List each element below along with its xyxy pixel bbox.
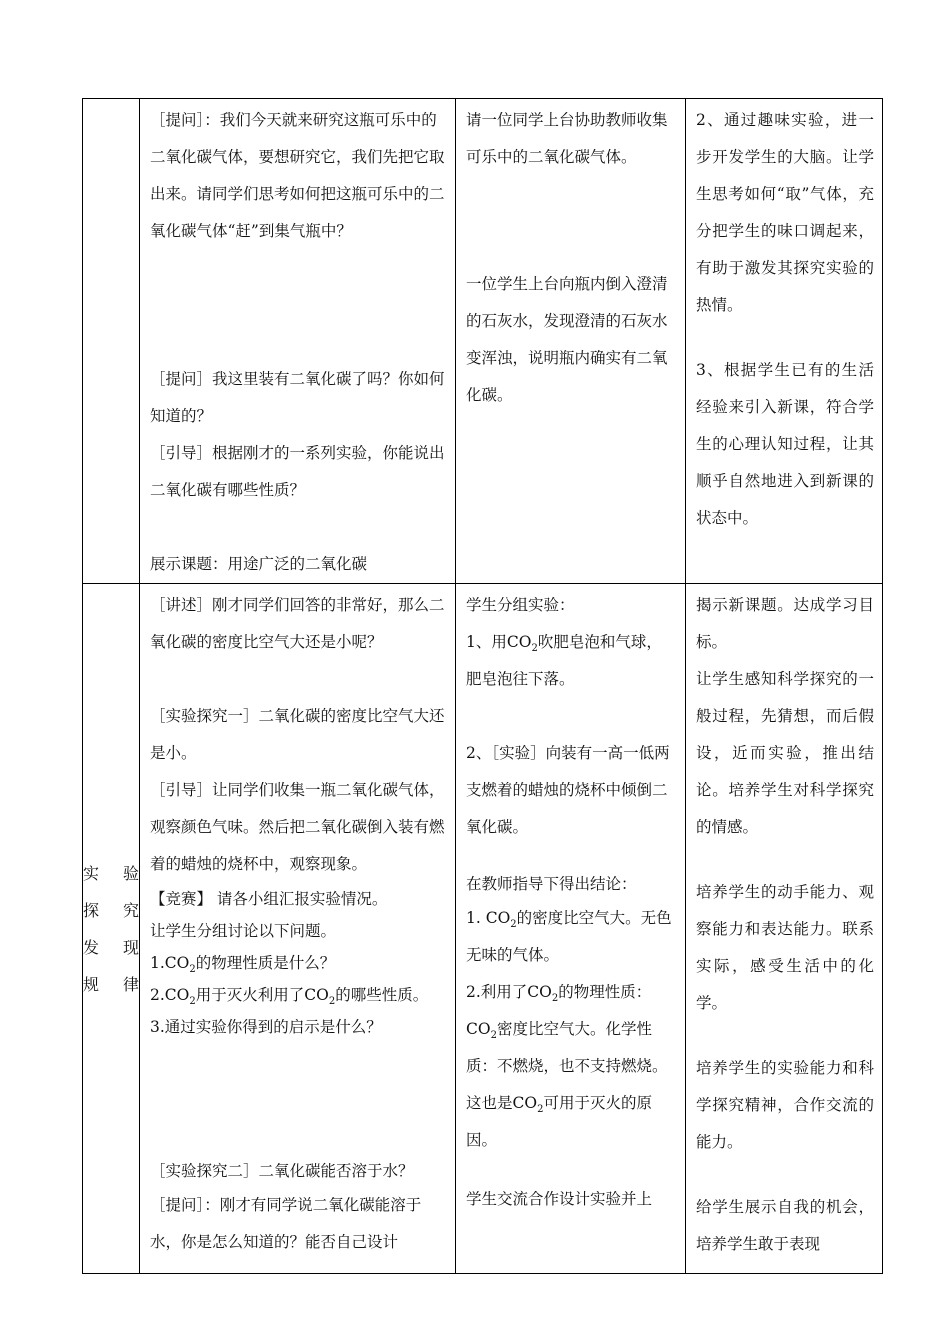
design-intent: 2、通过趣味实验，进一步开发学生的大脑。让学生思考如何“取”气体，充分把学生的味口调起来，有助于激发其探究实验的热情。 <box>696 111 874 314</box>
student-activity: 1、用$CO_2$吹肥皂泡和气球，肥皂泡往下落。 <box>466 633 662 688</box>
table-row <box>83 99 883 584</box>
design-intent: 培养学生的实验能力和科学探究精神，合作交流的能力。 <box>696 1059 874 1151</box>
design-intent-cell <box>686 584 883 1274</box>
stage-cell <box>83 99 140 584</box>
teacher-question: ［提问］：刚才有同学说二氧化碳能溶于水，你是怎么知道的？能否自己设计 <box>150 1196 422 1251</box>
conclusion-item: 2.利用了$CO_2$的物理性质：$CO_2$密度比空气大。化学性质：不燃烧，也不支持燃烧。 <box>466 983 668 1075</box>
lesson-plan-table <box>82 98 883 1274</box>
student-activity: 学生交流合作设计实验并上 <box>466 1190 653 1208</box>
teacher-question: ［提问］：我们今天就来研究这瓶可乐中的二氧化碳气体，要想研究它，我们先把它取出来。请同学们思考如何把这瓶可乐中的二氧化碳气体“赶”到集气瓶中？ <box>150 111 445 240</box>
question-item: $1.CO_2$的物理性质是什么？ <box>150 954 336 976</box>
question-item: 3.通过实验你得到的启示是什么？ <box>150 1018 382 1036</box>
experiment-title: ［实验探究二］二氧化碳能否溶于水？ <box>150 1162 414 1180</box>
conclusion-intro: 在教师指导下得出结论： <box>466 875 637 893</box>
discussion-intro: 让学生分组讨论以下问题。 <box>150 922 337 940</box>
stage-line: 发现 <box>83 937 139 957</box>
experiment-title: ［实验探究一］二氧化碳的密度比空气大还是小。 <box>150 707 445 762</box>
teacher-activity-cell <box>140 99 456 584</box>
question-item: $2.CO_2$用于灭火利用了$CO_2$的哪些性质。 <box>150 986 429 1008</box>
design-intent: 培养学生的动手能力、观察能力和表达能力。联系实际，感受生活中的化学。 <box>696 883 874 1012</box>
teacher-question: ［提问］我这里装有二氧化碳了吗？你如何知道的？ <box>150 370 445 425</box>
teacher-guide: ［引导］根据刚才的一系列实验，你能说出二氧化碳有哪些性质？ <box>150 444 445 499</box>
teacher-talk: ［讲述］刚才同学们回答的非常好，那么二氧化碳的密度比空气大还是小呢？ <box>150 596 445 651</box>
design-intent: 给学生展示自我的机会，培养学生敢于表现 <box>696 1198 874 1253</box>
teacher-guide: ［引导］让同学们收集一瓶二氧化碳气体，观察颜色气味。然后把二氧化碳倒入装有燃着的蜡烛的烧杯中，观察现象。 <box>150 781 445 873</box>
student-activity: 一位学生上台向瓶内倒入澄清的石灰水，发现澄清的石灰水变浑浊，说明瓶内确实有二氧化碳。 <box>466 275 668 404</box>
student-activity-cell <box>456 99 686 584</box>
stage-label <box>83 99 139 102</box>
conclusion-item: 这也是$CO_2$可用于灭火的原因。 <box>466 1094 652 1149</box>
student-activity: 请一位同学上台协助教师收集可乐中的二氧化碳气体。 <box>466 111 668 166</box>
design-intent: 让学生感知科学探究的一般过程，先猜想，而后假设，近而实验，推出结论。培养学生对科学探究的情感。 <box>696 670 874 836</box>
lesson-topic: 展示课题：用途广泛的二氧化碳 <box>150 555 368 573</box>
design-intent: 揭示新课题。达成学习目标。 <box>696 596 874 651</box>
stage-cell <box>83 584 140 1274</box>
stage-line: 实验 <box>83 863 139 883</box>
design-intent: 3、根据学生已有的生活经验来引入新课，符合学生的心理认知过程，让其顺乎自然地进入到新课的状态中。 <box>696 361 874 527</box>
conclusion-item: 1. $CO_2$的密度比空气大。无色无味的气体。 <box>466 909 672 964</box>
stage-line: 规律 <box>83 974 139 994</box>
student-activity: 学生分组实验： <box>466 596 575 614</box>
student-activity: 2、［实验］向装有一高一低两支燃着的蜡烛的烧杯中倾倒二氧化碳。 <box>466 744 670 836</box>
table-row <box>83 584 883 1274</box>
contest: 【竞赛】 请各小组汇报实验情况。 <box>150 890 388 908</box>
stage-line: 探究 <box>83 900 139 920</box>
student-activity-cell <box>456 584 686 1274</box>
teacher-activity-cell <box>140 584 456 1274</box>
design-intent-cell <box>686 99 883 584</box>
